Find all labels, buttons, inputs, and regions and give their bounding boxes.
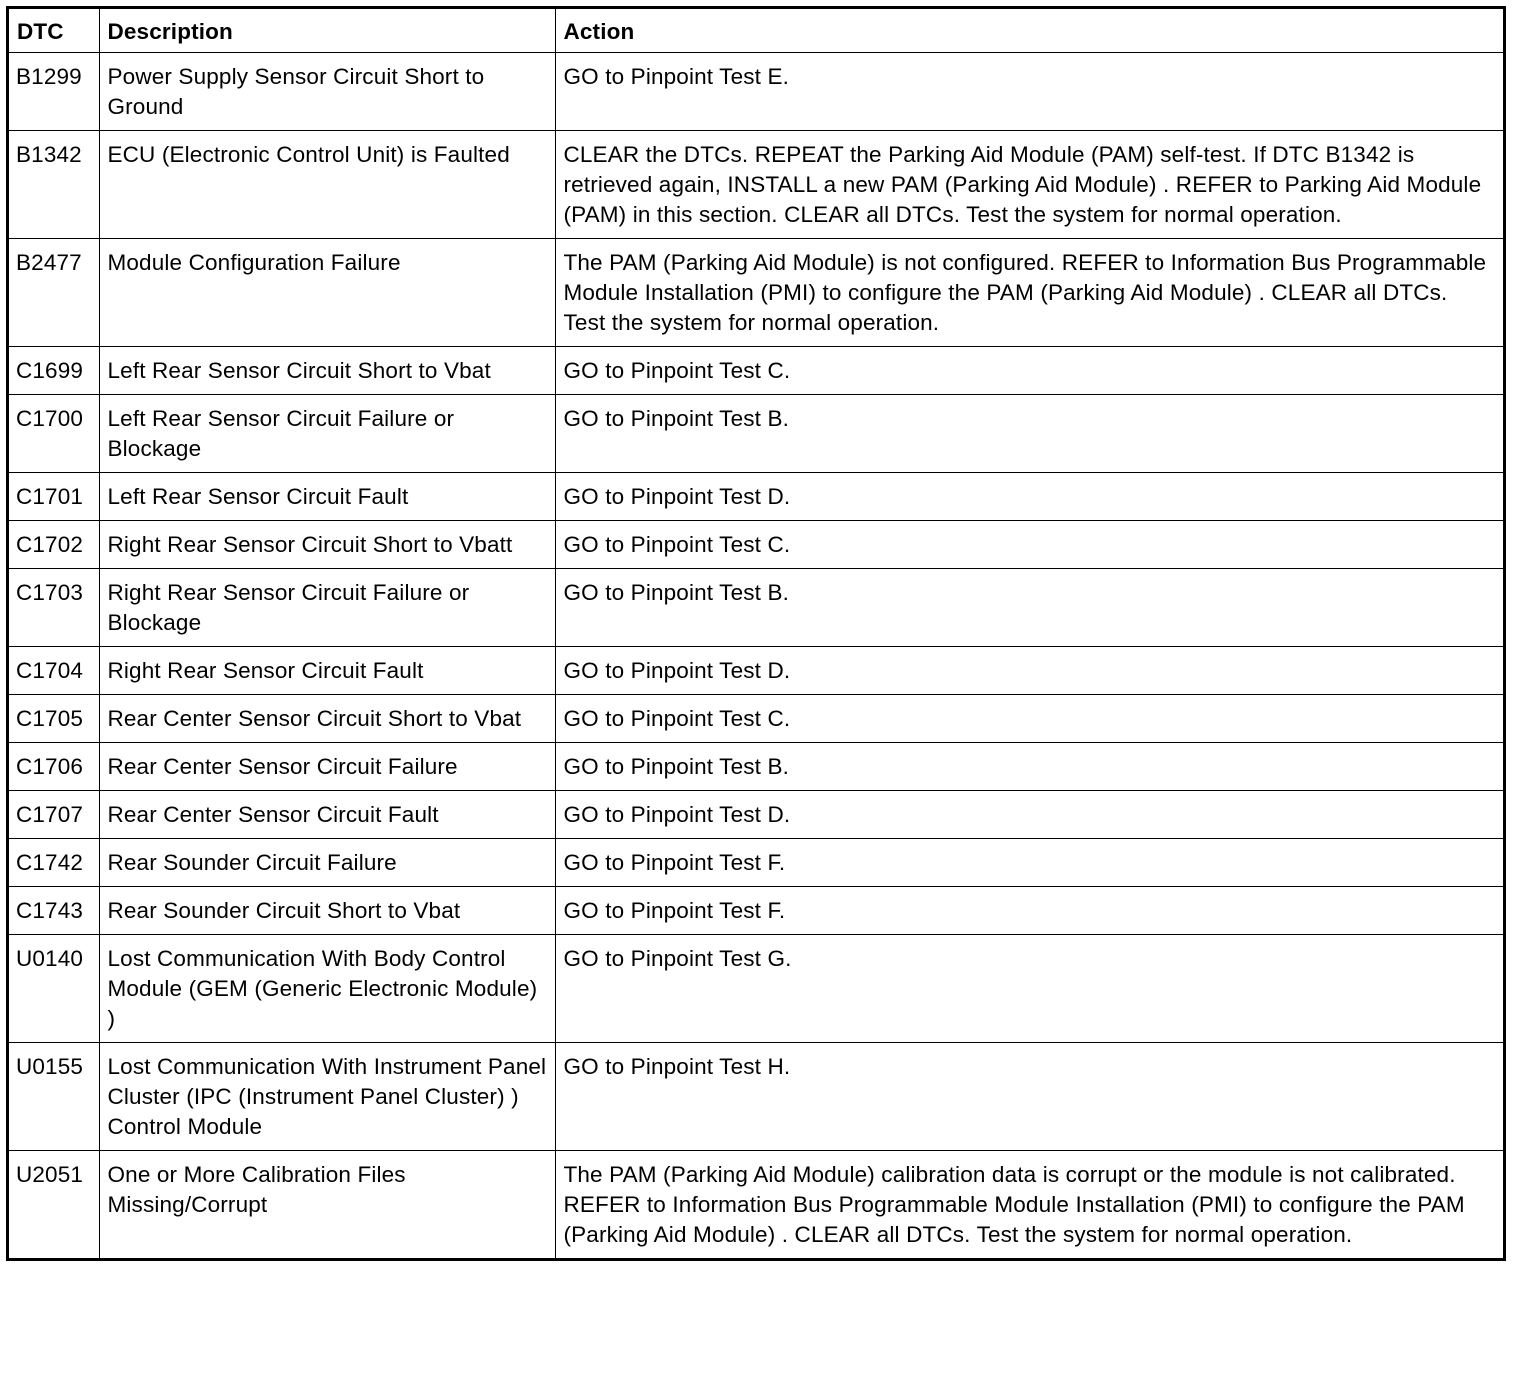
table-row xyxy=(9,839,1503,887)
action-cell: GO to Pinpoint Test D. xyxy=(555,647,1503,695)
dtc-code-cell: C1701 xyxy=(9,473,99,521)
description-cell: Left Rear Sensor Circuit Short to Vbat xyxy=(99,347,555,395)
table-row xyxy=(9,473,1503,521)
dtc-code-cell: U0155 xyxy=(9,1043,99,1151)
table-row xyxy=(9,743,1503,791)
column-header-dtc: DTC xyxy=(9,9,99,53)
action-cell: GO to Pinpoint Test D. xyxy=(555,791,1503,839)
column-header-action: Action xyxy=(555,9,1503,53)
dtc-code-cell: C1743 xyxy=(9,887,99,935)
dtc-code-cell: C1702 xyxy=(9,521,99,569)
dtc-table xyxy=(9,9,1503,1258)
dtc-code-cell: C1699 xyxy=(9,347,99,395)
table-row xyxy=(9,53,1503,131)
column-header-description: Description xyxy=(99,9,555,53)
description-cell: Rear Sounder Circuit Failure xyxy=(99,839,555,887)
action-cell: The PAM (Parking Aid Module) is not configured. REFER to Information Bus Programmable Module Installation (PMI) to configure the PAM (Parking Aid Module) . CLEAR all DTCs. Test the system for normal operation. xyxy=(555,239,1503,347)
dtc-code-cell: B2477 xyxy=(9,239,99,347)
action-cell: GO to Pinpoint Test B. xyxy=(555,569,1503,647)
dtc-code-cell: C1704 xyxy=(9,647,99,695)
dtc-code-cell: U2051 xyxy=(9,1151,99,1259)
description-cell: Right Rear Sensor Circuit Failure or Blockage xyxy=(99,569,555,647)
table-row xyxy=(9,1151,1503,1259)
table-row xyxy=(9,647,1503,695)
dtc-code-cell: C1705 xyxy=(9,695,99,743)
description-cell: Rear Center Sensor Circuit Fault xyxy=(99,791,555,839)
table-row xyxy=(9,695,1503,743)
action-cell: GO to Pinpoint Test F. xyxy=(555,839,1503,887)
action-cell: GO to Pinpoint Test C. xyxy=(555,347,1503,395)
action-cell: GO to Pinpoint Test G. xyxy=(555,935,1503,1043)
table-row xyxy=(9,131,1503,239)
description-cell: One or More Calibration Files Missing/Corrupt xyxy=(99,1151,555,1259)
description-cell: Right Rear Sensor Circuit Short to Vbatt xyxy=(99,521,555,569)
dtc-code-cell: C1700 xyxy=(9,395,99,473)
description-cell: ECU (Electronic Control Unit) is Faulted xyxy=(99,131,555,239)
action-cell: GO to Pinpoint Test C. xyxy=(555,521,1503,569)
description-cell: Power Supply Sensor Circuit Short to Ground xyxy=(99,53,555,131)
description-cell: Right Rear Sensor Circuit Fault xyxy=(99,647,555,695)
description-cell: Rear Center Sensor Circuit Short to Vbat xyxy=(99,695,555,743)
table-row xyxy=(9,395,1503,473)
table-row xyxy=(9,569,1503,647)
table-row xyxy=(9,1043,1503,1151)
action-cell: CLEAR the DTCs. REPEAT the Parking Aid Module (PAM) self-test. If DTC B1342 is retrieved again, INSTALL a new PAM (Parking Aid Module) . REFER to Parking Aid Module (PAM) in this section. CLEAR all DTCs. Test the system for normal operation. xyxy=(555,131,1503,239)
description-cell: Module Configuration Failure xyxy=(99,239,555,347)
dtc-table-container xyxy=(6,6,1506,1261)
description-cell: Rear Sounder Circuit Short to Vbat xyxy=(99,887,555,935)
dtc-code-cell: C1707 xyxy=(9,791,99,839)
dtc-code-cell: B1299 xyxy=(9,53,99,131)
action-cell: GO to Pinpoint Test F. xyxy=(555,887,1503,935)
description-cell: Left Rear Sensor Circuit Failure or Blockage xyxy=(99,395,555,473)
dtc-code-cell: C1703 xyxy=(9,569,99,647)
action-cell: GO to Pinpoint Test B. xyxy=(555,743,1503,791)
table-row xyxy=(9,239,1503,347)
description-cell: Lost Communication With Body Control Module (GEM (Generic Electronic Module) ) xyxy=(99,935,555,1043)
table-header-row xyxy=(9,9,1503,53)
action-cell: GO to Pinpoint Test H. xyxy=(555,1043,1503,1151)
dtc-code-cell: C1706 xyxy=(9,743,99,791)
dtc-code-cell: C1742 xyxy=(9,839,99,887)
table-row xyxy=(9,521,1503,569)
table-row xyxy=(9,887,1503,935)
description-cell: Left Rear Sensor Circuit Fault xyxy=(99,473,555,521)
table-row xyxy=(9,347,1503,395)
description-cell: Rear Center Sensor Circuit Failure xyxy=(99,743,555,791)
dtc-code-cell: B1342 xyxy=(9,131,99,239)
description-cell: Lost Communication With Instrument Panel Cluster (IPC (Instrument Panel Cluster) ) Control Module xyxy=(99,1043,555,1151)
table-row xyxy=(9,935,1503,1043)
action-cell: GO to Pinpoint Test C. xyxy=(555,695,1503,743)
action-cell: GO to Pinpoint Test B. xyxy=(555,395,1503,473)
action-cell: GO to Pinpoint Test D. xyxy=(555,473,1503,521)
dtc-code-cell: U0140 xyxy=(9,935,99,1043)
action-cell: The PAM (Parking Aid Module) calibration data is corrupt or the module is not calibrated. REFER to Information Bus Programmable Module Installation (PMI) to configure the PAM (Parking Aid Module) . CLEAR all DTCs. Test the system for normal operation. xyxy=(555,1151,1503,1259)
table-row xyxy=(9,791,1503,839)
action-cell: GO to Pinpoint Test E. xyxy=(555,53,1503,131)
